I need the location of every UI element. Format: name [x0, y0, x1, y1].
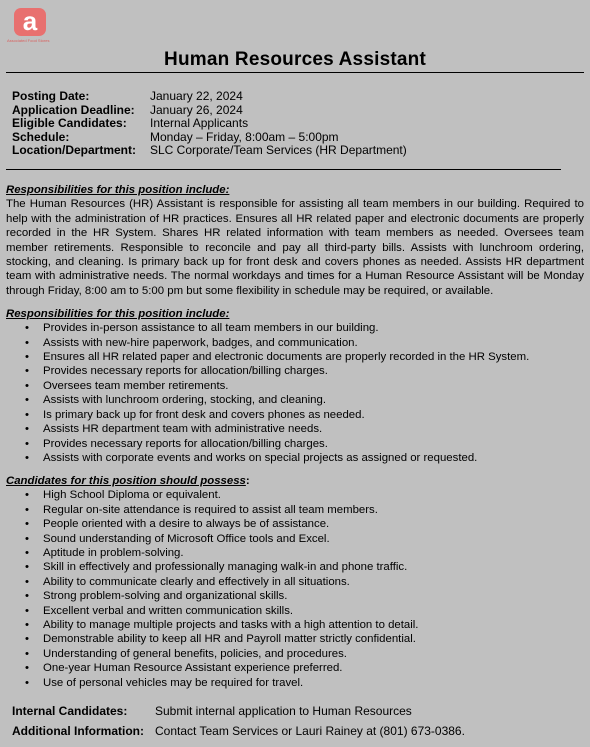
- list-item: • Ability to manage multiple projects and tasks with a high attention to detail.: [6, 618, 584, 632]
- detail-value: January 22, 2024: [150, 89, 243, 103]
- detail-row: [12, 90, 407, 104]
- list-item: • Use of personal vehicles may be required for travel.: [6, 676, 584, 690]
- page-title: Human Resources Assistant: [164, 49, 426, 70]
- summary-paragraph: The Human Resources (HR) Assistant is responsible for assisting all team members in our building. Required to help with the administration of HR practices. Ensures all HR related paper and electronic documents are properly recorded in the HR System. Shares HR related information with team members as needed. Oversees team member retirements. Responsible to reconcile and pay all third-party bills. Assists with lunchroom ordering, stocking, and cleaning. Is primary back up for front desk and covers phones as needed. Assists HR department team with administrative needs. The normal workdays and times for a Human Resource Assistant will be Monday through Friday, 8:00 am to 5:00 pm but some flexibility in schedule may be required, or available.: [6, 198, 584, 297]
- list-item: • Provides necessary reports for allocation/billing charges.: [6, 364, 584, 378]
- qualifications-list: [6, 488, 584, 690]
- footer-value: Submit internal application to Human Resources: [155, 704, 412, 718]
- list-item: • One-year Human Resource Assistant experience preferred.: [6, 661, 584, 675]
- heading-colon: :: [245, 474, 250, 487]
- list-item: • High School Diploma or equivalent.: [6, 488, 584, 502]
- company-logo: [7, 5, 57, 46]
- list-item: • Provides in-person assistance to all team members in our building.: [6, 321, 584, 335]
- list-item: • Ability to communicate clearly and effectively in all situations.: [6, 575, 584, 589]
- detail-label: Application Deadline:: [12, 102, 135, 117]
- detail-label: Posting Date:: [12, 89, 90, 103]
- posting-details: [12, 90, 407, 158]
- list-item: • Ensures all HR related paper and electronic documents are properly recorded in the HR System.: [6, 350, 584, 364]
- detail-row: [12, 131, 407, 145]
- list-item: • Assists with lunchroom ordering, stocking, and cleaning.: [6, 393, 584, 407]
- logo-mark: [14, 5, 46, 36]
- detail-label: Schedule:: [12, 129, 70, 144]
- detail-value: January 26, 2024: [150, 102, 243, 117]
- footer-label: Additional Information:: [12, 724, 144, 738]
- title-divider: [6, 72, 584, 73]
- details-divider: [6, 169, 561, 170]
- responsibilities-list: [6, 321, 584, 465]
- footer-label: Internal Candidates:: [12, 704, 128, 718]
- list-item: • Strong problem-solving and organizational skills.: [6, 589, 584, 603]
- list-item: • People oriented with a desire to always be of assistance.: [6, 517, 584, 531]
- list-item: • Assists with new-hire paperwork, badges, and communication.: [6, 336, 584, 350]
- job-description: [6, 183, 584, 690]
- detail-value: Internal Applicants: [150, 116, 249, 130]
- detail-row: [12, 117, 407, 131]
- list-item: • Oversees team member retirements.: [6, 379, 584, 393]
- footer-row: [12, 704, 465, 724]
- list-item: • Sound understanding of Microsoft Office tools and Excel.: [6, 532, 584, 546]
- footer-row: [12, 724, 465, 744]
- list-item: • Assists HR department team with administrative needs.: [6, 422, 584, 436]
- section-heading: Responsibilities for this position include:: [6, 307, 230, 320]
- list-item: • Demonstrable ability to keep all HR and Payroll matter strictly confidential.: [6, 632, 584, 646]
- detail-row: [12, 144, 407, 158]
- section-heading: [6, 474, 584, 488]
- detail-label: Location/Department:: [12, 143, 137, 157]
- list-item: • Regular on-site attendance is required to assist all team members.: [6, 503, 584, 517]
- list-item: • Assists with corporate events and works on special projects as assigned or requested.: [6, 451, 584, 465]
- application-info: [12, 704, 465, 744]
- list-item: • Provides necessary reports for allocation/billing charges.: [6, 437, 584, 451]
- list-item: • Is primary back up for front desk and covers phones as needed.: [6, 408, 584, 422]
- detail-row: [12, 104, 407, 118]
- detail-label: Eligible Candidates:: [12, 116, 127, 130]
- logo-tagline: Associated Food Stores: [7, 38, 50, 43]
- logo-letter: a: [22, 5, 38, 36]
- qualifications-heading: Candidates for this position should possess: [6, 474, 246, 487]
- list-item: • Understanding of general benefits, policies, and procedures.: [6, 647, 584, 661]
- list-item: • Excellent verbal and written communication skills.: [6, 604, 584, 618]
- section-heading: Responsibilities for this position include:: [6, 184, 230, 196]
- list-item: • Skill in effectively and professionally managing walk-in and phone traffic.: [6, 560, 584, 574]
- detail-value: Monday – Friday, 8:00am – 5:00pm: [150, 129, 339, 144]
- footer-value: Contact Team Services or Lauri Rainey at (801) 673-0386.: [155, 724, 465, 738]
- detail-value: SLC Corporate/Team Services (HR Department): [150, 143, 407, 157]
- list-item: • Aptitude in problem-solving.: [6, 546, 584, 560]
